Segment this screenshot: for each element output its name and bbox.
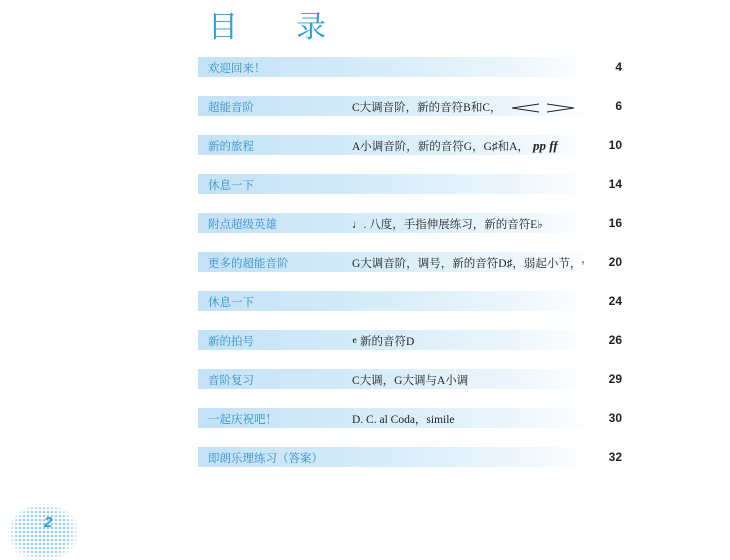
entry-description: ♩. 八度，手指伸展练习，新的音符E♭	[352, 219, 543, 231]
entry-title: 休息一下	[208, 295, 254, 309]
crescendo-decrescendo-icon	[510, 103, 576, 113]
toc-entry[interactable]	[198, 174, 630, 194]
entry-title: 新的拍号	[208, 334, 254, 348]
entry-title: 欢迎回来！	[208, 61, 266, 75]
entry-description: C大调，G大调与A小调	[352, 375, 469, 387]
entry-description: G大调音阶，调号，新的音符D♯，弱起小节，𝄾	[352, 258, 585, 270]
page-number: 2	[44, 514, 53, 531]
toc-entry[interactable]	[198, 96, 630, 116]
toc-entry[interactable]	[198, 57, 630, 77]
entry-title: 超能音阶	[208, 100, 254, 114]
dynamics-marks: pp ff	[532, 138, 558, 153]
entry-page-number: 4	[615, 60, 622, 74]
entry-title: 即朗乐理练习（答案）	[208, 451, 323, 465]
toc-entry[interactable]	[198, 291, 630, 311]
entry-page-number: 20	[608, 255, 622, 269]
toc-entry[interactable]	[198, 213, 630, 233]
entry-description: 𝄴 新的音符D	[352, 336, 415, 348]
entry-page-number: 16	[608, 216, 622, 230]
toc-entry[interactable]	[198, 408, 630, 428]
entry-page-number: 30	[608, 411, 622, 425]
toc-entry[interactable]	[198, 369, 630, 389]
toc-entry[interactable]	[198, 447, 630, 467]
entry-title: 附点超级英雄	[208, 217, 277, 231]
entry-title: 更多的超能音阶	[208, 256, 289, 270]
entry-description-text: C大调音阶，新的音符B和C，	[352, 102, 502, 114]
entry-description	[352, 138, 558, 154]
entry-bar	[198, 174, 593, 194]
entry-bar	[198, 291, 593, 311]
entry-description	[352, 99, 576, 115]
entry-page-number: 29	[608, 372, 622, 386]
page-badge-dots-icon	[6, 498, 80, 560]
entry-page-number: 6	[615, 99, 622, 113]
entry-page-number: 10	[608, 138, 622, 152]
entry-page-number: 26	[608, 333, 622, 347]
entry-description: D. C. al Coda，simile	[352, 414, 455, 426]
entry-page-number: 14	[608, 177, 622, 191]
table-of-contents	[198, 57, 630, 486]
entry-title: 音阶复习	[208, 373, 254, 387]
entry-page-number: 24	[608, 294, 622, 308]
entry-title: 新的旅程	[208, 139, 254, 153]
entry-description-text: A小调音阶，新的音符G，G♯和A，	[352, 141, 529, 153]
toc-entry[interactable]	[198, 135, 630, 155]
toc-entry[interactable]	[198, 330, 630, 350]
entry-page-number: 32	[608, 450, 622, 464]
toc-entry[interactable]	[198, 252, 630, 272]
entry-title: 休息一下	[208, 178, 254, 192]
page-title: 目 录	[208, 10, 340, 45]
entry-title: 一起庆祝吧！	[208, 412, 277, 426]
